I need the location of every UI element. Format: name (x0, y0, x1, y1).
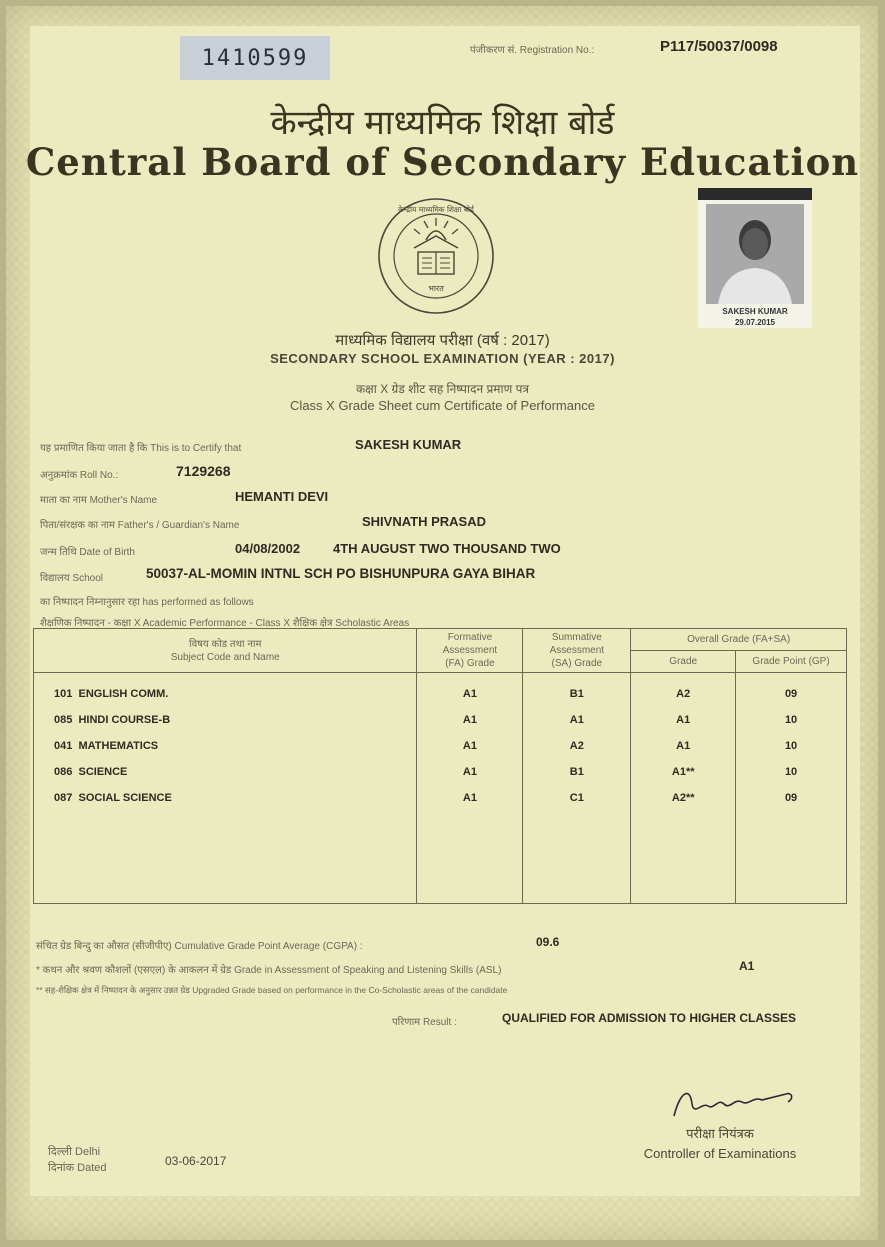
school-label: विद्यालय School (40, 573, 103, 584)
subject-header (34, 629, 417, 673)
empty-cell (417, 811, 523, 904)
grade-point: 10 (736, 707, 847, 733)
photo-caption-name: SAKESH KUMAR (722, 307, 788, 316)
certificate-title-hindi: कक्षा X ग्रेड शीट सह निष्पादन प्रमाण पत्र (355, 382, 530, 396)
seal-bottom-text: भारत (428, 284, 444, 293)
sa-header-line1: Summative (551, 632, 602, 643)
dated-label: दिनांक Dated (48, 1162, 107, 1174)
result-label: परिणाम Result : (392, 1017, 457, 1028)
sa-header (523, 629, 631, 673)
sa-grade: C1 (523, 785, 631, 811)
fa-header-line3: (FA) Grade (445, 658, 495, 669)
grade-point: 09 (736, 785, 847, 811)
cbse-seal-logo (374, 196, 498, 316)
registration-number: P117/50037/0098 (660, 38, 778, 55)
exam-title-hindi: माध्यमिक विद्यालय परीक्षा (वर्ष : 2017) (335, 332, 550, 349)
fa-grade: A1 (417, 785, 523, 811)
sa-grade: A2 (523, 733, 631, 759)
controller-title-english: Controller of Examinations (643, 1146, 797, 1161)
table-row (34, 707, 847, 733)
cgpa-label: संचित ग्रेड बिन्दु का औसत (सीजीपीए) Cumulative Grade Point Average (CGPA) : (36, 941, 363, 952)
grade-point: 09 (736, 673, 847, 708)
result-value: QUALIFIED FOR ADMISSION TO HIGHER CLASSES (502, 1011, 797, 1025)
table-row (34, 733, 847, 759)
father-name: SHIVNATH PRASAD (362, 514, 486, 529)
empty-cell (34, 811, 417, 904)
overall-grade: A1** (631, 759, 736, 785)
table-row (34, 673, 847, 708)
subject-cell (34, 673, 417, 708)
candidate-name: SAKESH KUMAR (355, 437, 462, 452)
seal-top-text: केन्द्रीय माध्यमिक शिक्षा बोर्ड (398, 205, 474, 214)
overall-header: Overall Grade (FA+SA) (631, 629, 847, 651)
subject-code: 101 (54, 688, 73, 700)
asl-label: * कथन और श्रवण कौशलों (एसएल) के आकलन में ग्रेड Grade in Assessment of Speaking and Listening Skills (ASL) (36, 965, 502, 976)
subject-code: 041 (54, 740, 73, 752)
mother-label: माता का नाम Mother's Name (40, 495, 158, 506)
overall-grade: A1 (631, 733, 736, 759)
grade-point: 10 (736, 759, 847, 785)
certify-label: यह प्रमाणित किया जाता है कि This is to Certify that (40, 443, 242, 454)
sa-grade: B1 (523, 759, 631, 785)
dob-words: 4TH AUGUST TWO THOUSAND TWO (333, 541, 561, 556)
exam-title-english: SECONDARY SCHOOL EXAMINATION (YEAR : 2017) (270, 351, 615, 366)
dob-label: जन्म तिथि Date of Birth (40, 547, 135, 558)
table-row (34, 759, 847, 785)
subject-header-hindi: विषय कोड तथा नाम (188, 638, 262, 650)
registration-label: पंजीकरण सं. Registration No.: (470, 45, 595, 56)
grade-point: 10 (736, 733, 847, 759)
overall-grade: A2 (631, 673, 736, 708)
photo-top-strip (698, 188, 812, 200)
school-name: 50037-AL-MOMIN INTNL SCH PO BISHUNPURA GAYA BIHAR (146, 566, 536, 581)
asl-value: A1 (739, 959, 755, 973)
candidate-photo (706, 204, 804, 304)
cgpa-value: 09.6 (536, 935, 560, 949)
overall-grade: A1 (631, 707, 736, 733)
overall-grade: A2** (631, 785, 736, 811)
subject-cell (34, 707, 417, 733)
roll-label: अनुक्रमांक Roll No.: (40, 470, 119, 481)
board-name-english: Central Board of Secondary Education (25, 140, 860, 184)
sa-header-line2: Assessment (549, 645, 605, 656)
empty-cell (523, 811, 631, 904)
subject-cell (34, 733, 417, 759)
subject-name: MATHEMATICS (78, 740, 159, 752)
subject-name: ENGLISH COMM. (78, 688, 169, 700)
gp-header: Grade Point (GP) (736, 651, 847, 673)
dated-value: 03-06-2017 (165, 1154, 227, 1168)
controller-title-hindi: परीक्षा नियंत्रक (686, 1126, 754, 1141)
table-row (34, 785, 847, 811)
photo-caption-date: 29.07.2015 (734, 318, 776, 327)
fa-header-line1: Formative (447, 632, 493, 643)
serial-number-box (180, 36, 330, 80)
empty-cell (631, 811, 736, 904)
subject-cell (34, 759, 417, 785)
subject-code: 085 (54, 714, 73, 726)
serial-number: 1410599 (201, 45, 309, 71)
fa-header-line2: Assessment (442, 645, 498, 656)
subject-cell (34, 785, 417, 811)
sa-grade: B1 (523, 673, 631, 708)
subject-name: HINDI COURSE-B (78, 714, 171, 726)
board-name-hindi: केन्द्रीय माध्यमिक शिक्षा बोर्ड (270, 103, 615, 143)
grade-header: Grade (631, 651, 736, 673)
father-label: पिता/संरक्षक का नाम Father's / Guardian's Name (40, 520, 240, 531)
performed-label: का निष्पादन निम्नानुसार रहा has performed as follows (40, 597, 254, 608)
table-empty-row (34, 811, 847, 904)
subject-name: SCIENCE (78, 766, 128, 778)
fa-grade: A1 (417, 673, 523, 708)
subject-code: 087 (54, 792, 73, 804)
upgrade-note: ** सह-शैक्षिक क्षेत्र में निष्पादन के अनुसार उन्नत ग्रेड Upgraded Grade based on performance in the Co-Scholastic areas of the candidate (36, 985, 508, 995)
fa-grade: A1 (417, 707, 523, 733)
dob-value: 04/08/2002 (235, 541, 301, 556)
fa-grade: A1 (417, 733, 523, 759)
place-label: दिल्ली Delhi (48, 1146, 101, 1158)
sa-header-line3: (SA) Grade (551, 658, 603, 669)
controller-signature (668, 1082, 808, 1122)
subject-header-english: Subject Code and Name (170, 651, 280, 663)
roll-number: 7129268 (176, 463, 231, 479)
subject-code: 086 (54, 766, 73, 778)
subject-name: SOCIAL SCIENCE (78, 792, 172, 804)
sa-grade: A1 (523, 707, 631, 733)
person-portrait-icon (706, 204, 804, 304)
grades-table (33, 628, 847, 904)
fa-grade: A1 (417, 759, 523, 785)
certificate-title-english: Class X Grade Sheet cum Certificate of Performance (290, 398, 595, 413)
empty-cell (736, 811, 847, 904)
mother-name: HEMANTI DEVI (235, 489, 329, 504)
fa-header (417, 629, 523, 673)
table-header-row (34, 629, 847, 651)
academic-performance-label: शैक्षणिक निष्पादन - कक्षा X Academic Performance - Class X शैक्षिक क्षेत्र Scholastic Areas (40, 618, 410, 629)
